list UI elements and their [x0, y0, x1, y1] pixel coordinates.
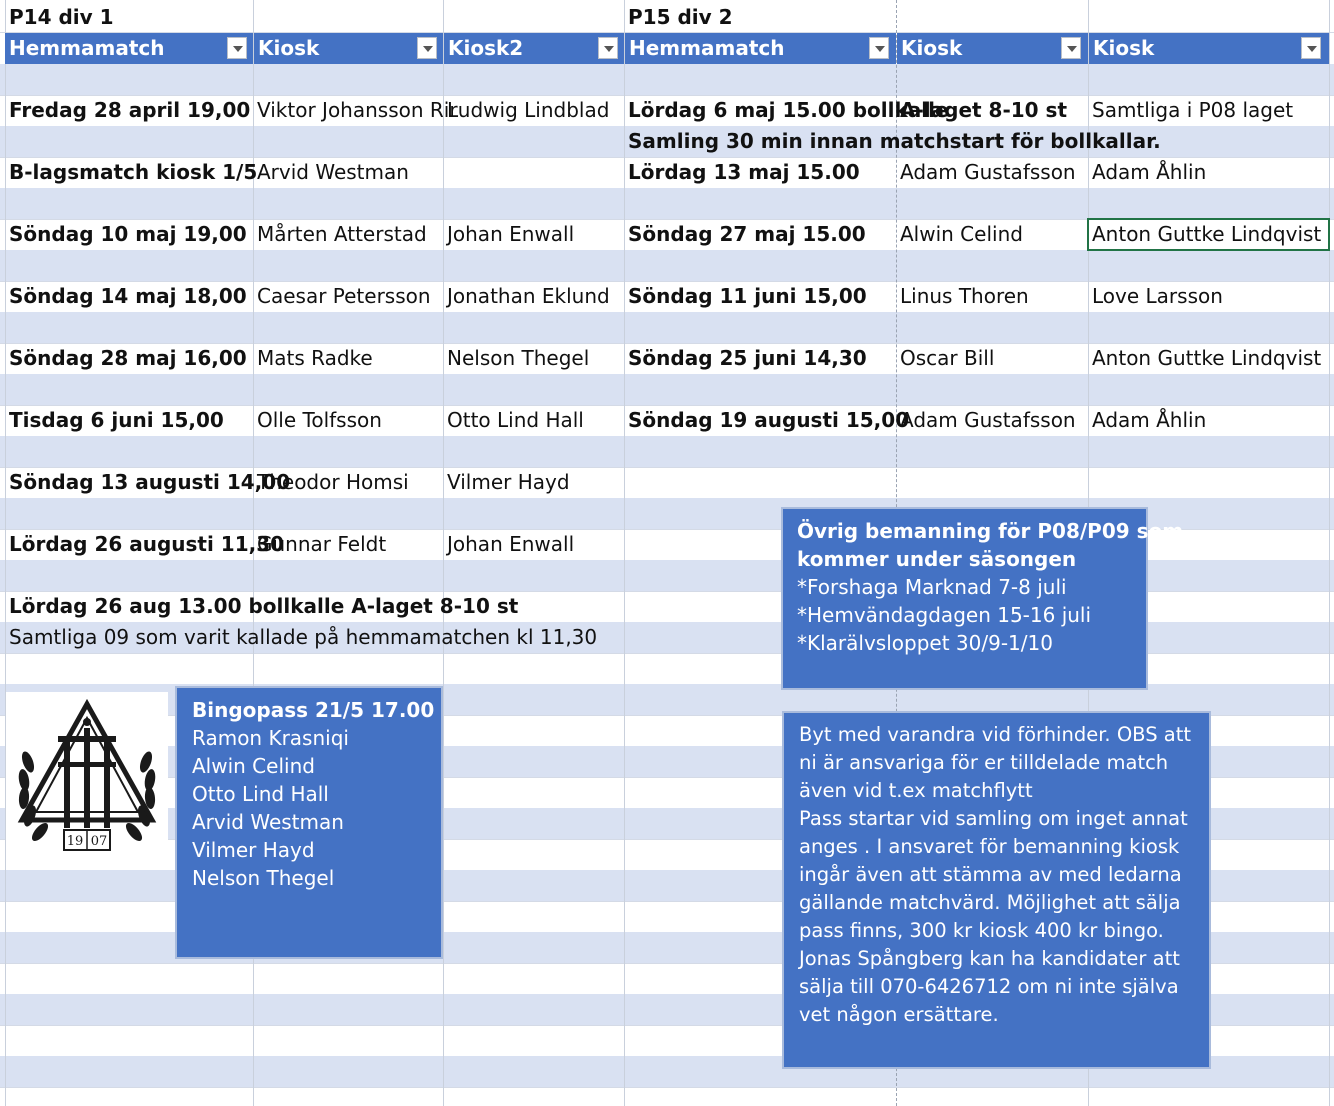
band-row — [0, 374, 1334, 405]
club-logo — [6, 692, 168, 870]
match-date[interactable]: Söndag 14 maj 18,00 — [9, 284, 247, 308]
match-date[interactable]: Lördag 26 augusti 11,30 — [9, 532, 285, 556]
bingo-name: Alwin Celind — [192, 754, 315, 778]
info-line: anges . I ansvaret för bemanning kiosk — [799, 835, 1180, 858]
kiosk-cell[interactable]: Linus Thoren — [900, 284, 1029, 308]
kiosk2-cell[interactable]: Johan Enwall — [447, 222, 575, 246]
info-line: vet någon ersättare. — [799, 1003, 999, 1026]
kiosk2-cell[interactable]: Jonathan Eklund — [447, 284, 610, 308]
header-label: Kiosk — [258, 36, 320, 60]
club-crest-icon — [6, 692, 168, 870]
staffing-item: *Klarälvsloppet 30/9-1/10 — [797, 631, 1053, 655]
bollkalle-note[interactable]: Lördag 26 aug 13.00 bollkalle A-laget 8-10 st — [9, 594, 519, 618]
info-line: ingår även att stämma av med ledarna — [799, 863, 1182, 886]
samling-note[interactable]: Samling 30 min innan matchstart för bollkallar. — [628, 129, 1161, 153]
staffing-item: *Hemvändagdagen 15-16 juli — [797, 603, 1092, 627]
match-date[interactable]: Tisdag 6 juni 15,00 — [9, 408, 224, 432]
bingo-name: Ramon Krasniqi — [192, 726, 349, 750]
header-hemmamatch-left[interactable] — [5, 33, 253, 64]
header-kiosk2-left[interactable] — [444, 33, 624, 64]
kiosk2-cell[interactable]: Anton Guttke Lindqvist — [1092, 346, 1322, 370]
staffing-title: Övrig bemanning för P08/P09 som — [797, 519, 1184, 543]
header-kiosk-right[interactable] — [897, 33, 1088, 64]
bingo-name: Nelson Thegel — [192, 866, 335, 890]
band-row — [0, 250, 1334, 281]
filter-dropdown-icon[interactable] — [1301, 37, 1321, 59]
info-line: Pass startar vid samling om inget annat — [799, 807, 1188, 830]
match-date[interactable]: B-lagsmatch kiosk 1/5 — [9, 160, 258, 184]
kiosk-cell[interactable]: Mårten Atterstad — [257, 222, 427, 246]
header-hemmamatch-right[interactable] — [625, 33, 896, 64]
match-date[interactable]: Söndag 28 maj 16,00 — [9, 346, 247, 370]
info-textbox[interactable] — [782, 711, 1211, 1069]
info-line: sälja till 070-6426712 om ni inte själva — [799, 975, 1179, 998]
filter-dropdown-icon[interactable] — [1061, 37, 1081, 59]
kiosk-cell[interactable]: Theodor Homsi — [257, 470, 409, 494]
match-date[interactable]: Söndag 13 augusti 14,00 — [9, 470, 291, 494]
kiosk-cell[interactable]: Arvid Westman — [257, 160, 409, 184]
kiosk-cell[interactable]: Olle Tolfsson — [257, 408, 382, 432]
grid-line — [0, 1087, 1334, 1088]
header-label: Kiosk — [901, 36, 963, 60]
match-date[interactable]: Söndag 10 maj 19,00 — [9, 222, 247, 246]
filter-dropdown-icon[interactable] — [598, 37, 618, 59]
match-date[interactable]: Söndag 11 juni 15,00 — [628, 284, 867, 308]
kiosk2-cell[interactable]: Adam Åhlin — [1092, 160, 1207, 184]
header-kiosk-left[interactable] — [254, 33, 443, 64]
match-date[interactable]: Söndag 27 maj 15.00 — [628, 222, 866, 246]
header-label: Kiosk — [1093, 36, 1155, 60]
kiosk-cell[interactable]: Gunnar Feldt — [257, 532, 387, 556]
info-line: Byt med varandra vid förhinder. OBS att — [799, 723, 1192, 746]
kiosk-cell[interactable]: Viktor Johansson Rir — [257, 98, 458, 122]
logo-year-left: 19 — [66, 834, 84, 849]
filter-dropdown-icon[interactable] — [417, 37, 437, 59]
filter-dropdown-icon[interactable] — [869, 37, 889, 59]
bingo-name: Vilmer Hayd — [192, 838, 315, 862]
kiosk-cell[interactable]: Adam Gustafsson — [900, 160, 1076, 184]
match-date[interactable]: Lördag 6 maj 15.00 bollkalle — [628, 98, 949, 122]
kiosk-cell[interactable]: Mats Radke — [257, 346, 373, 370]
left-section-title[interactable]: P14 div 1 — [9, 5, 114, 29]
header-kiosk2-right[interactable] — [1089, 33, 1329, 64]
header-label: Kiosk2 — [448, 36, 524, 60]
kiosk2-cell[interactable]: Vilmer Hayd — [447, 470, 570, 494]
band-row — [0, 312, 1334, 343]
kiosk-cell[interactable]: Oscar Bill — [900, 346, 995, 370]
info-line: Jonas Spångberg kan ha kandidater att — [799, 947, 1180, 970]
band-row — [0, 436, 1334, 467]
kiosk2-cell[interactable]: Adam Åhlin — [1092, 408, 1207, 432]
kiosk-cell[interactable]: A-laget 8-10 st — [900, 98, 1068, 122]
selected-cell[interactable]: Anton Guttke Lindqvist — [1088, 219, 1329, 250]
match-date[interactable]: Fredag 28 april 19,00 — [9, 98, 251, 122]
kiosk-cell[interactable]: Caesar Petersson — [257, 284, 431, 308]
band-row — [0, 188, 1334, 219]
staffing-textbox[interactable] — [781, 507, 1184, 690]
info-line: även vid t.ex matchflytt — [799, 779, 1033, 802]
filter-dropdown-icon[interactable] — [227, 37, 247, 59]
match-date[interactable]: Lördag 13 maj 15.00 — [628, 160, 860, 184]
info-line: pass finns, 300 kr kiosk 400 kr bingo. — [799, 919, 1164, 942]
kiosk2-cell[interactable]: Ludwig Lindblad — [447, 98, 610, 122]
kiosk2-cell[interactable]: Otto Lind Hall — [447, 408, 584, 432]
samtliga-note[interactable]: Samtliga 09 som varit kallade på hemmamatchen kl 11,30 — [9, 625, 598, 649]
kiosk2-cell[interactable]: Nelson Thegel — [447, 346, 590, 370]
bingo-name: Otto Lind Hall — [192, 782, 329, 806]
band-row — [0, 64, 1334, 95]
kiosk2-cell[interactable]: Johan Enwall — [447, 532, 575, 556]
kiosk2-cell[interactable]: Love Larsson — [1092, 284, 1223, 308]
info-line: ni är ansvariga för er tilldelade match — [799, 751, 1169, 774]
info-line: gällande matchvärd. Möjlighet att sälja — [799, 891, 1181, 914]
staffing-title: kommer under säsongen — [797, 547, 1077, 571]
match-date[interactable]: Söndag 19 augusti 15,00 — [628, 408, 910, 432]
staffing-item: *Forshaga Marknad 7-8 juli — [797, 575, 1067, 599]
right-section-title[interactable]: P15 div 2 — [628, 5, 733, 29]
header-label: Hemmamatch — [9, 36, 165, 60]
logo-year-right: 07 — [90, 834, 108, 849]
grid-line — [1329, 0, 1330, 1106]
kiosk-cell[interactable]: Alwin Celind — [900, 222, 1023, 246]
header-label: Hemmamatch — [629, 36, 785, 60]
match-date[interactable]: Söndag 25 juni 14,30 — [628, 346, 867, 370]
bingo-name: Arvid Westman — [192, 810, 344, 834]
bingo-title: Bingopass 21/5 17.00 — [192, 698, 435, 722]
bingo-textbox[interactable] — [175, 686, 443, 959]
kiosk2-cell[interactable]: Samtliga i P08 laget — [1092, 98, 1294, 122]
kiosk-cell[interactable]: Adam Gustafsson — [900, 408, 1076, 432]
